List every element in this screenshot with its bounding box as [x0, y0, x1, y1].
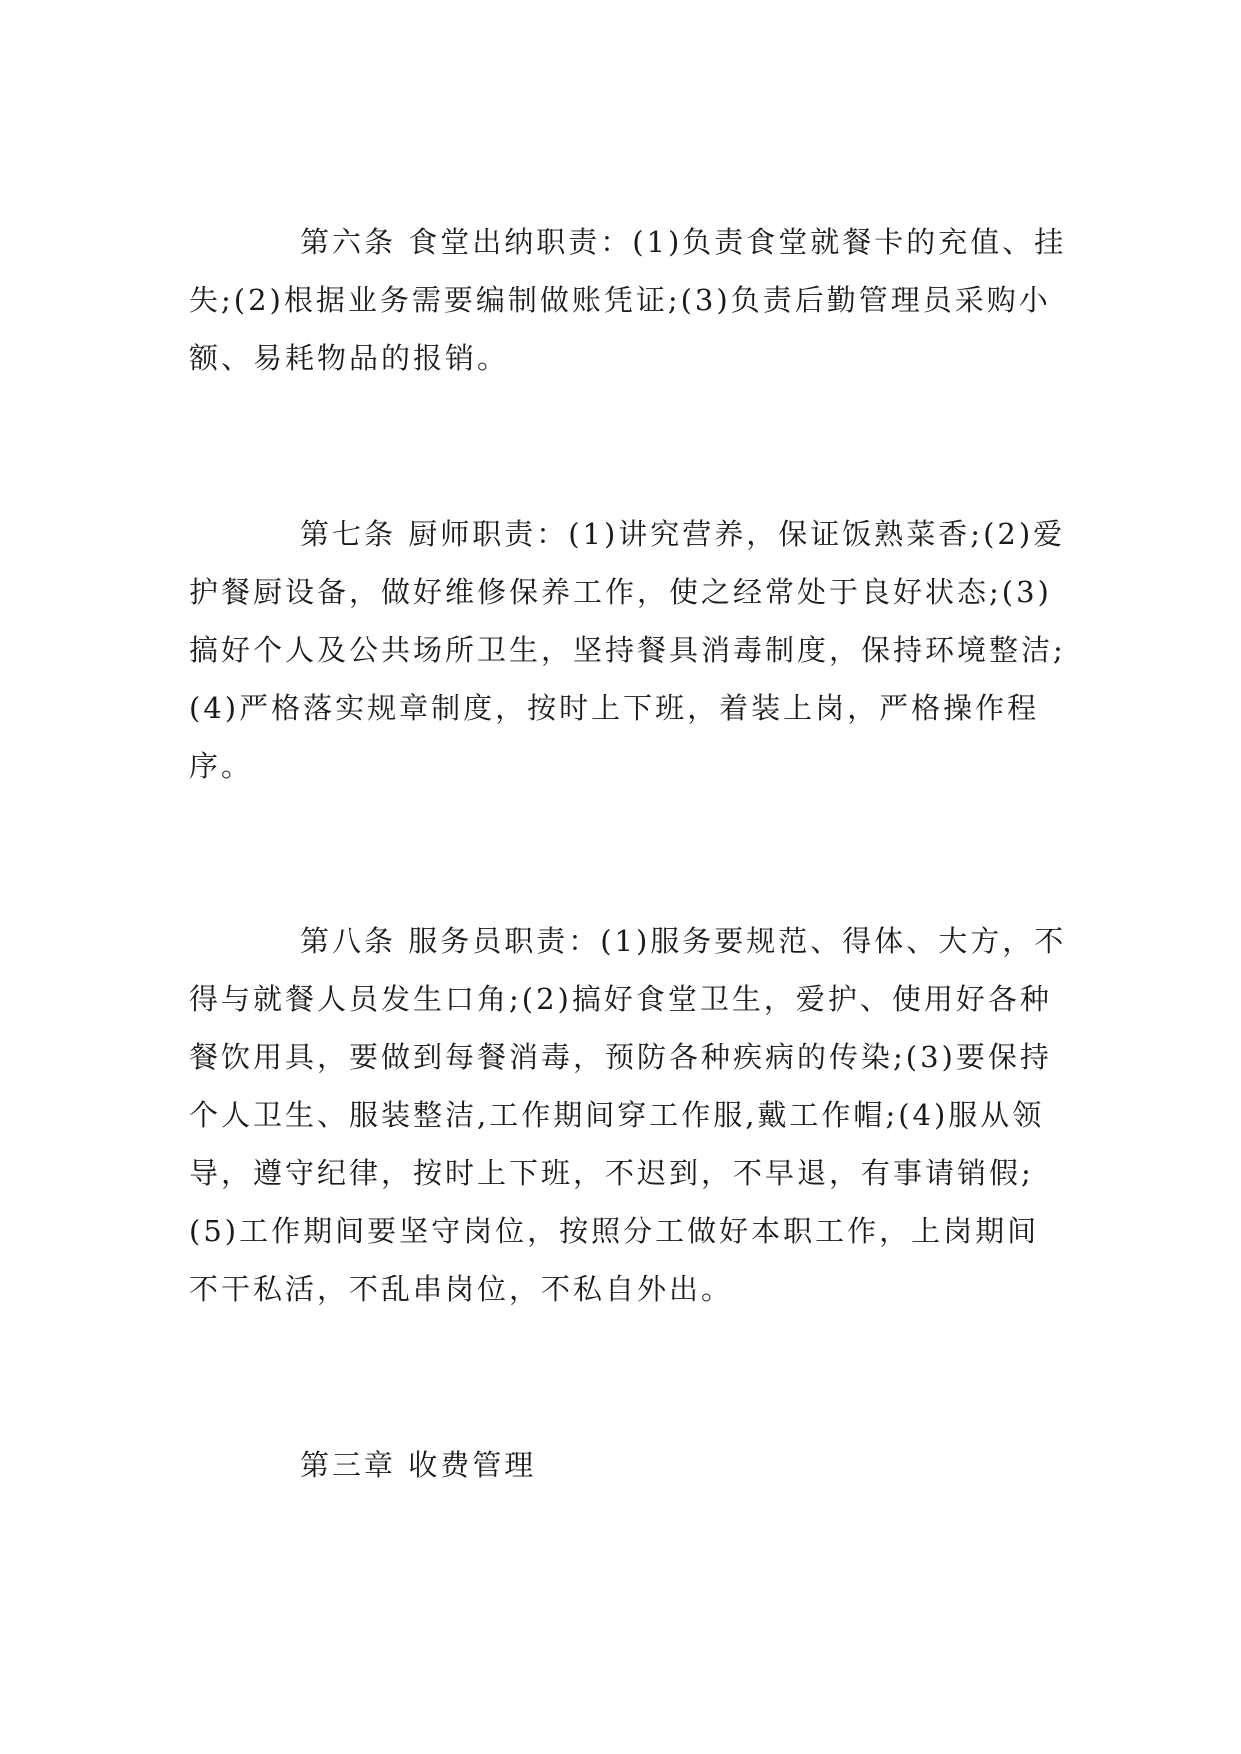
article-7-paragraph: 第七条 厨师职责：(1)讲究营养，保证饭熟菜香;(2)爱护餐厨设备，做好维修保养工作，使之经常处于良好状态;(3)搞好个人及公共场所卫生，坚持餐具消毒制度，保持环境整洁;(4)严格落实规章制度，按时上下班，着装上岗，严格操作程序。 — [189, 517, 1066, 783]
article-6-paragraph: 第六条 食堂出纳职责：(1)负责食堂就餐卡的充值、挂失;(2)根据业务需要编制做账凭证;(3)负责后勤管理员采购小额、易耗物品的报销。 — [189, 225, 1067, 375]
article-8-paragraph: 第八条 服务员职责：(1)服务要规范、得体、大方，不得与就餐人员发生口角;(2)搞好食堂卫生，爱护、使用好各种餐饮用具，要做到每餐消毒，预防各种疾病的传染;(3)要保持个人卫生、服装整洁,工作期间穿工作服,戴工作帽;(4)服从领导，遵守纪律，按时上下班，不迟到，不早退，有事请销假;(5)工作期间要坚守岗位，按照分工做好本职工作，上岗期间不干私活，不乱串岗位，不私自外出。 — [189, 924, 1067, 1306]
chapter-3-heading: 第三章 收费管理 — [300, 1448, 537, 1482]
